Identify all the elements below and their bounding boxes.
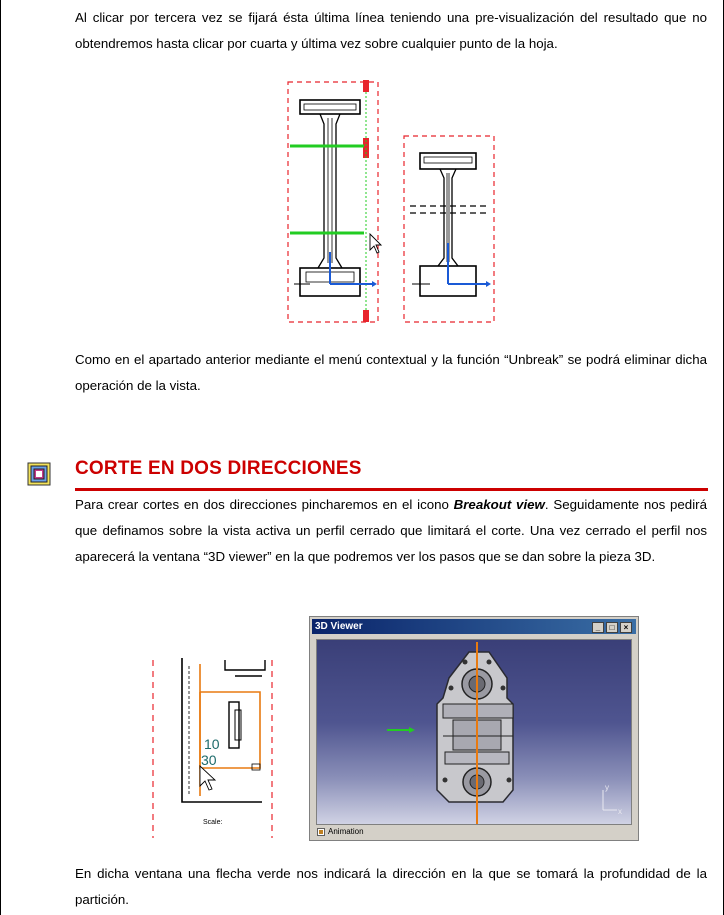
axis-x-label: x	[618, 807, 622, 816]
viewer-window-controls	[592, 622, 632, 633]
breakout-view-term: Breakout view	[453, 497, 545, 512]
viewer-statusbar	[317, 826, 364, 838]
dimension-label-10: 10	[204, 736, 220, 752]
paragraph-green-arrow: En dicha ventana una flecha verde nos indicará la dirección en la que se tomará la profundidad de la partición.	[75, 866, 707, 907]
3d-part-model	[317, 640, 632, 825]
paragraph-breakout-view	[75, 492, 707, 570]
section-title: CORTE EN DOS DIRECCIONES	[75, 458, 362, 479]
figure-break-view	[280, 78, 500, 328]
viewer-3d-canvas[interactable]	[316, 639, 632, 825]
animation-checkbox[interactable]	[317, 828, 325, 836]
paragraph-unbreak: Como en el apartado anterior mediante el menú contextual y la función “Unbreak” se podrá eliminar dicha operación de la vista.	[75, 352, 707, 393]
maximize-button[interactable]: □	[606, 622, 618, 633]
figure-breakout-profile	[145, 656, 280, 842]
viewer-titlebar[interactable]	[312, 619, 636, 634]
viewer-title: 3D Viewer	[315, 621, 363, 632]
animation-label: Animation	[328, 827, 364, 836]
text-segment: . Seguidamente nos pedirá que definamos sobre la vista activa un perfil cerrado que limitará el corte. Una vez cerrado el perfil nos aparecerá la ventana “3D viewer” en la que podremos ver los pasos que se dan sobre la pieza 3D.	[75, 497, 707, 564]
3d-viewer-window[interactable]	[309, 616, 639, 841]
text-segment: Para crear cortes en dos direcciones pincharemos en el icono	[75, 497, 454, 512]
paragraph-third-click: Al clicar por tercera vez se fijará ésta última línea teniendo una pre-visualización del resultado que no obtendremos hasta clicar por cuarta y última vez sobre cualquier punto de la hoja.	[75, 10, 707, 51]
dimension-label-30: 30	[201, 752, 217, 768]
scale-label: Scale:	[203, 819, 223, 826]
axis-y-label: y	[605, 783, 609, 792]
minimize-button[interactable]: _	[592, 622, 604, 633]
section-rule	[75, 488, 708, 491]
page-border-left	[0, 0, 1, 915]
breakout-view-icon	[26, 461, 52, 487]
close-button[interactable]: ×	[620, 622, 632, 633]
